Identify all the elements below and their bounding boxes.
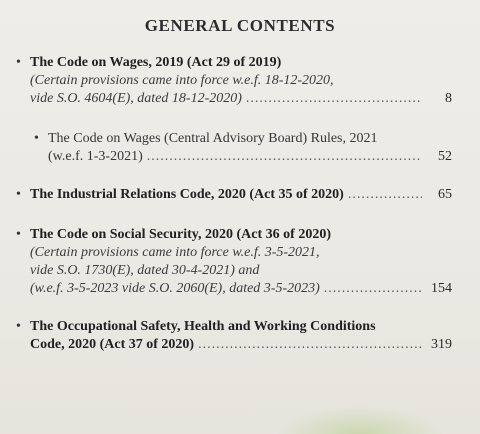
entry-heading: The Occupational Safety, Health and Working Conditions [30, 319, 376, 334]
contents-entry-wages-rules[interactable] [34, 130, 452, 166]
bullet-icon: • [16, 227, 21, 242]
dot-leader [246, 90, 422, 108]
entry-heading: The Industrial Relations Code, 2020 (Act 35 of 2020) [30, 187, 344, 202]
page-number: 52 [438, 149, 452, 164]
dot-leader [147, 148, 422, 166]
dot-leader [348, 186, 422, 204]
entry-note: vide S.O. 1730(E), dated 30-4-2021) and [30, 263, 260, 278]
contents-entry-social-security[interactable] [16, 226, 452, 298]
dot-leader [198, 336, 422, 354]
contents-entry-occupational-safety[interactable] [16, 318, 452, 354]
entry-note: (Certain provisions came into force w.e.f. 18-12-2020, [30, 73, 334, 88]
entry-note: vide S.O. 4604(E), dated 18-12-2020) [30, 91, 242, 106]
bullet-icon: • [16, 319, 21, 334]
entry-heading: The Code on Wages, 2019 (Act 29 of 2019) [30, 55, 282, 70]
dot-leader [324, 280, 422, 298]
entry-heading: The Code on Social Security, 2020 (Act 36 of 2020) [30, 227, 331, 242]
entry-note: (w.e.f. 3-5-2023 vide S.O. 2060(E), dated 3-5-2023) [30, 281, 320, 296]
page-number: 154 [431, 281, 452, 296]
page-number: 319 [431, 337, 452, 352]
entry-title: The Code on Wages (Central Advisory Board) Rules, 2021 [48, 131, 378, 146]
page-number: 8 [445, 91, 452, 106]
bullet-icon: • [34, 131, 39, 146]
bullet-icon: • [16, 187, 21, 202]
bullet-icon: • [16, 55, 21, 70]
page-title: GENERAL CONTENTS [144, 16, 336, 35]
entry-note: (Certain provisions came into force w.e.f. 3-5-2021, [30, 245, 320, 260]
entry-heading: Code, 2020 (Act 37 of 2020) [30, 337, 195, 352]
entry-title: (w.e.f. 1-3-2021) [48, 149, 143, 164]
page-number: 65 [438, 187, 452, 202]
contents-entry-code-on-wages[interactable] [16, 54, 452, 108]
contents-entry-industrial-relations[interactable] [16, 186, 452, 204]
